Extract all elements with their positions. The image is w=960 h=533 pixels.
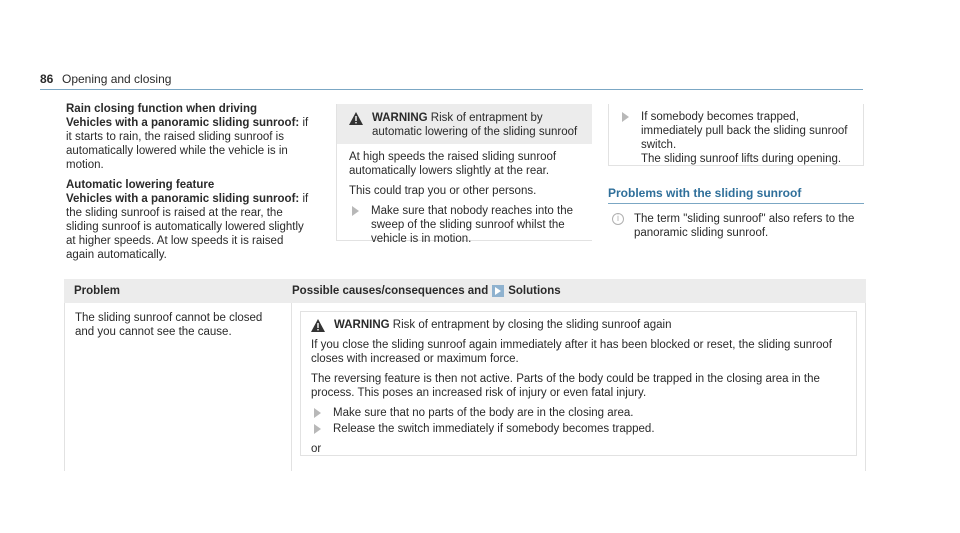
play-arrow-icon: [492, 285, 504, 297]
column-header-problem: Problem: [74, 285, 121, 297]
warning-box-closing: [300, 311, 857, 456]
vehicle-condition-1: Vehicles with a panoramic sliding sunroof:: [66, 117, 300, 129]
header-rule: [40, 89, 863, 90]
auto-lowering-text: if the sliding sunroof is raised at the rear, the sliding sunroof is automatically lowered slightly at higher speeds. At low speeds it is raised again automatically.: [66, 193, 309, 261]
warning-text-2: The reversing feature is then not active. Parts of the body could be trapped in the closing area in the process. This poses an increased risk of injury or even fatal injury.: [311, 373, 820, 399]
warning-icon: [349, 112, 363, 125]
warning-box-lowering: [336, 104, 592, 245]
step-arrow-icon: [622, 112, 629, 122]
auto-lowering-heading: Automatic lowering feature: [66, 179, 215, 191]
section-title: Opening and closing: [62, 72, 172, 86]
solution-cell: [292, 303, 866, 471]
or-text: or: [311, 443, 322, 455]
step-arrow-icon: [352, 206, 359, 216]
trapped-step-box: [608, 104, 864, 166]
table-header: [64, 279, 866, 303]
page-number: 86: [40, 72, 54, 86]
info-icon: i: [612, 213, 624, 225]
table-row: [64, 303, 866, 471]
action-step: Release the switch immediately if somebody becomes trapped.: [311, 422, 846, 436]
warning-header: [337, 104, 592, 144]
problems-heading: Problems with the sliding sunroof: [608, 186, 802, 200]
vehicle-condition-2: Vehicles with a panoramic sliding sunroof:: [66, 193, 300, 205]
column-header-solutions: Possible causes/consequences and Solutions: [292, 285, 561, 297]
step-arrow-icon: [314, 424, 321, 434]
action-step: If somebody becomes trapped, immediately pull back the sliding sunroof switch. The sliding sunroof lifts during opening.: [619, 110, 853, 166]
rain-closing-text: if it starts to rain, the raised sliding sunroof is automatically lowered while the vehicle is in motion.: [66, 117, 309, 171]
info-note: i The term "sliding sunroof" also refers to the panoramic sliding sunroof.: [612, 212, 862, 240]
step-arrow-icon: [314, 408, 321, 418]
warning-title: Risk of entrapment by closing the sliding sunroof again: [389, 319, 672, 331]
warning-label: WARNING: [334, 319, 390, 331]
rain-closing-section: [66, 102, 311, 268]
action-step: Make sure that nobody reaches into the sweep of the sliding sunroof whilst the vehicle is in motion.: [349, 204, 580, 246]
warning-text-1: If you close the sliding sunroof again immediately after it has been blocked or reset, the sliding sunroof closes with increased or maximum force.: [311, 339, 832, 365]
warning-title: Risk of entrapment by automatic lowering of the sliding sunroof: [372, 112, 578, 138]
problem-cell: The sliding sunroof cannot be closed and you cannot see the cause.: [64, 303, 292, 471]
action-step: Make sure that no parts of the body are in the closing area.: [311, 406, 846, 420]
problems-rule: [608, 203, 864, 204]
warning-icon: [311, 319, 325, 332]
warning-text-2: This could trap you or other persons.: [349, 185, 537, 197]
warning-header: [311, 318, 846, 332]
warning-label: WARNING: [372, 112, 428, 124]
rain-closing-heading: Rain closing function when driving: [66, 103, 258, 115]
problems-table: [64, 279, 866, 471]
step-result: The sliding sunroof lifts during opening.: [641, 153, 842, 165]
warning-text-1: At high speeds the raised sliding sunroof automatically lowers slightly at the rear.: [349, 151, 557, 177]
